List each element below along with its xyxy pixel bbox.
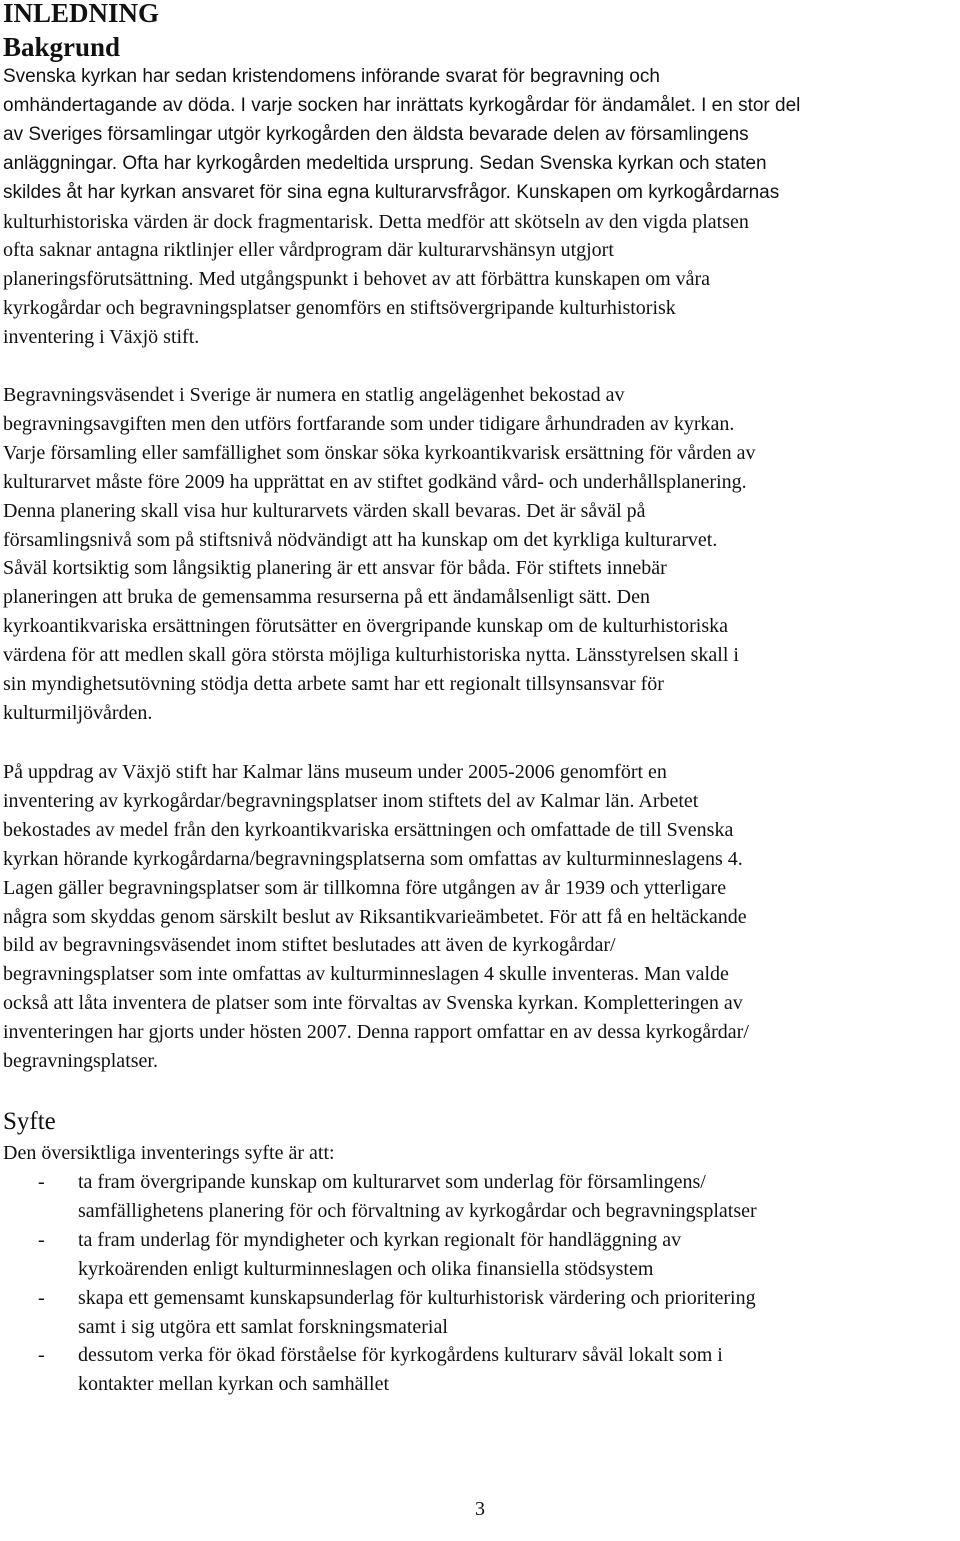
- text-line: kyrkogårdar och begravningsplatser genomförs en stiftsövergripande kulturhistorisk: [3, 297, 676, 320]
- text-line: Varje församling eller samfällighet som önskar söka kyrkoantikvarisk ersättning för vården av: [3, 441, 756, 464]
- text-line: planeringen att bruka de gemensamma resurserna på ett ändamålsenligt sätt. Den: [3, 586, 650, 609]
- text-line: samfällighetens planering för och förvaltning av kyrkogårdar och begravningsplatser: [78, 1199, 757, 1222]
- text-line: sin myndighetsutövning stödja detta arbete samt har ett regionalt tillsynsansvar för: [3, 673, 664, 696]
- dash-bullet-icon: -: [38, 1286, 45, 1309]
- page-number: 3: [475, 1498, 485, 1520]
- paragraph-bakgrund-3: [3, 758, 960, 1076]
- text-line: värdena för att medlen skall göra största möjliga kulturhistoriska nytta. Länsstyrelsen skall i: [3, 644, 739, 667]
- list-item: [0, 1226, 960, 1284]
- text-line: Svenska kyrkan har sedan kristendomens införande svarat för begravning och: [3, 66, 660, 87]
- text-line: kyrkan hörande kyrkogårdarna/begravningsplatserna som omfattas av kulturminneslagens 4.: [3, 847, 743, 870]
- subheading-bakgrund: Bakgrund: [3, 32, 121, 62]
- text-line: Lagen gäller begravningsplatser som är tillkomna före utgången av år 1939 och ytterligare: [3, 876, 727, 899]
- text-line: omhändertagande av döda. I varje socken har inrättats kyrkogårdar för ändamålet. I en stor del: [3, 94, 801, 116]
- text-line: kyrkoärenden enligt kulturminneslagen och olika finansiella stödsystem: [78, 1257, 654, 1280]
- text-line: ta fram underlag för myndigheter och kyrkan regionalt för handläggning av: [78, 1228, 682, 1251]
- text-line: begravningsplatser som inte omfattas av kulturminneslagen 4 skulle inventeras. Man valde: [3, 963, 729, 986]
- text-line: Begravningsväsendet i Sverige är numera en statlig angelägenhet bekostad av: [3, 384, 625, 406]
- text-line: planeringsförutsättning. Med utgångspunkt i behovet av att förbättra kunskapen om våra: [3, 268, 711, 291]
- text-line: inventering i Växjö stift.: [3, 326, 200, 349]
- text-line: anläggningar. Ofta har kyrkogården medeltida ursprung. Sedan Svenska kyrkan och staten: [3, 152, 767, 174]
- list-item: [0, 1168, 960, 1226]
- dash-bullet-icon: -: [38, 1228, 45, 1251]
- text-line: kulturmiljövården.: [3, 701, 153, 724]
- text-line: inventeringen har gjorts under hösten 2007. Denna rapport omfattar en av dessa kyrkogårdar/: [3, 1021, 749, 1044]
- text-line: också att låta inventera de platser som inte förvaltas av Svenska kyrkan. Kompletteringen av: [3, 992, 743, 1015]
- syfte-list: [0, 1168, 960, 1399]
- paragraph-bakgrund-2: [3, 381, 960, 728]
- subheading-syfte: Syfte: [3, 1108, 56, 1135]
- list-item-text: [78, 1226, 960, 1284]
- text-line: skildes åt har kyrkan ansvaret för sina egna kulturarvsfrågor. Kunskapen om kyrkogårdarnas: [3, 181, 780, 203]
- text-line: några som skyddas genom särskilt beslut av Riksantikvarieämbetet. För att få en heltäckande: [3, 905, 747, 928]
- dash-bullet-icon: -: [38, 1171, 45, 1193]
- text-line: av Sveriges församlingar utgör kyrkogården den äldsta bevarade delen av församlingens: [3, 123, 749, 145]
- dash-bullet-icon: -: [38, 1344, 45, 1367]
- text-line: dessutom verka för ökad förståelse för kyrkogårdens kulturarv såväl lokalt som i: [78, 1344, 723, 1367]
- text-line: kulturhistoriska värden är dock fragmentarisk. Detta medför att skötseln av den vigda platsen: [3, 210, 749, 233]
- text-line: kontakter mellan kyrkan och samhället: [78, 1373, 390, 1396]
- list-item-text: [78, 1341, 960, 1399]
- text-line: kyrkoantikvariska ersättningen förutsätter en övergripande kunskap om de kulturhistoriska: [3, 615, 728, 638]
- list-item: [0, 1341, 960, 1399]
- text-line: bild av begravningsväsendet inom stiftet beslutades att även de kyrkogårdar/: [3, 934, 616, 957]
- text-line: inventering av kyrkogårdar/begravningsplatser inom stiftets del av Kalmar län. Arbetet: [3, 789, 699, 812]
- text-line: skapa ett gemensamt kunskapsunderlag för kulturhistorisk värdering och prioritering: [78, 1286, 756, 1309]
- text-line: begravningsavgiften men den utförs fortfarande som under tidigare århundraden av kyrkan.: [3, 412, 735, 435]
- syfte-intro: Den översiktliga inventerings syfte är att:: [3, 1142, 335, 1164]
- text-line: ofta saknar antagna riktlinjer eller vårdprogram där kulturarvshänsyn utgjort: [3, 239, 614, 262]
- text-line: Såväl kortsiktig som långsiktig planering är ett ansvar för båda. För stiftets innebär: [3, 557, 667, 580]
- text-line: församlingsnivå som på stiftsnivå nödvändigt att ha kunskap om det kyrkliga kulturarvet.: [3, 528, 718, 551]
- list-item-text: [78, 1168, 960, 1226]
- text-line: kulturarvet måste före 2009 ha upprättat en av stiftet godkänd vård- och underhållsplanering.: [3, 470, 747, 493]
- text-line: samt i sig utgöra ett samlat forskningsmaterial: [78, 1315, 448, 1338]
- text-line: bekostades av medel från den kyrkoantikvariska ersättningen och omfattade de till Svenska: [3, 818, 734, 841]
- list-item: [0, 1284, 960, 1342]
- list-item-text: [78, 1284, 960, 1342]
- text-line: begravningsplatser.: [3, 1050, 158, 1073]
- text-line: Denna planering skall visa hur kulturarvets värden skall bevaras. Det är såväl på: [3, 499, 646, 522]
- text-line: På uppdrag av Växjö stift har Kalmar läns museum under 2005-2006 genomfört en: [3, 761, 667, 783]
- section-heading-inledning: INLEDNING: [3, 0, 160, 28]
- paragraph-bakgrund-1: [3, 63, 960, 352]
- text-line: ta fram övergripande kunskap om kulturarvet som underlag för församlingens/: [78, 1171, 706, 1193]
